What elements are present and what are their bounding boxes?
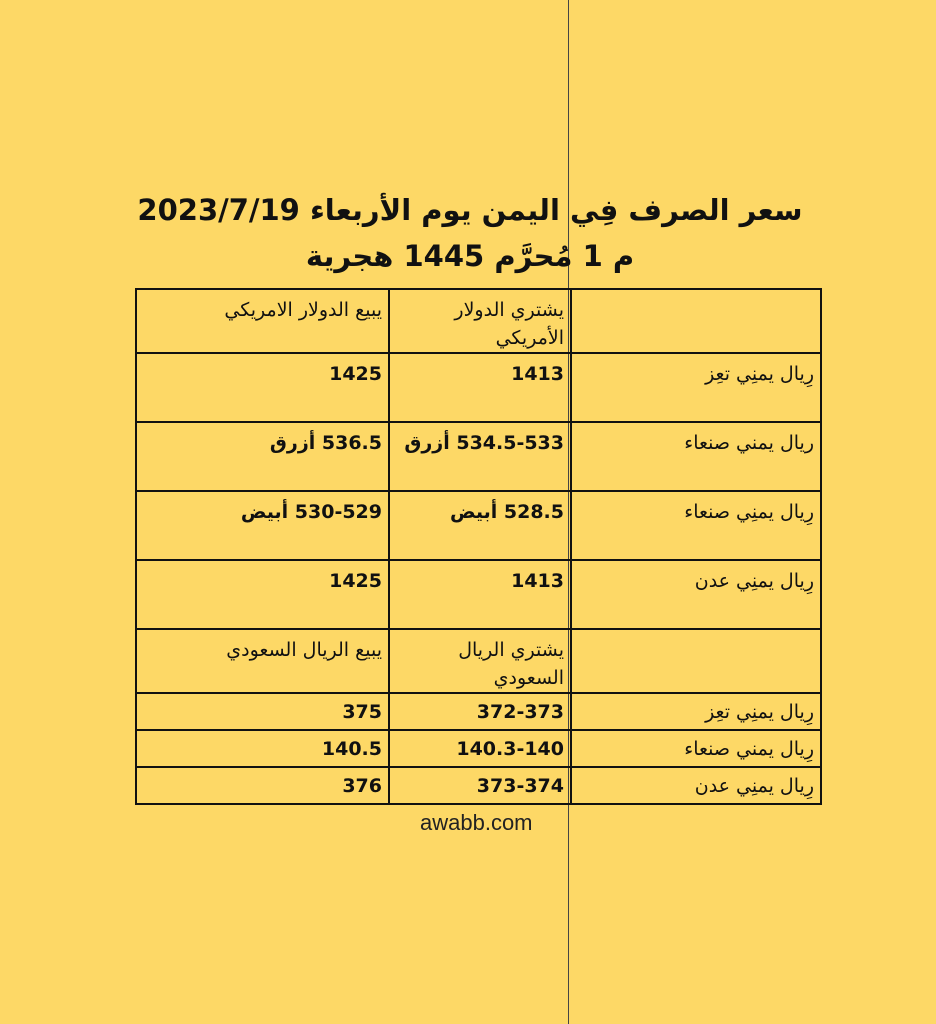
sell-cell: 140.5 (136, 730, 389, 767)
table-row (136, 491, 821, 560)
page-subtitle: م 1 مُحرَّم 1445 هجرية (305, 239, 635, 273)
buy-cell: 373-374 (389, 767, 571, 804)
table-row (136, 767, 821, 804)
region-cell: رِيال يمنِي تعِز (571, 693, 821, 730)
sar-header-sell: يبيع الريال السعودي (136, 629, 389, 693)
table-row (136, 693, 821, 730)
sell-cell: 530-529 أبيض (136, 491, 389, 560)
sell-cell: 375 (136, 693, 389, 730)
usd-header-row (136, 289, 821, 353)
buy-cell: 1413 (389, 353, 571, 422)
sell-cell: 536.5 أزرق (136, 422, 389, 491)
page-title: سعر الصرف فِي اليمن يوم الأربعاء 2023/7/19 (137, 193, 803, 227)
source-watermark: awabb.com (420, 810, 533, 835)
usd-header-sell: يبيع الدولار الامريكي (136, 289, 389, 353)
region-cell: رِيال يمنِي عدن (571, 560, 821, 629)
region-cell: رِيال يمنِي عدن (571, 767, 821, 804)
region-cell: ريال يمني صنعاء (571, 422, 821, 491)
region-cell: رِيال يمنِي صنعاء (571, 491, 821, 560)
table-row (136, 560, 821, 629)
buy-cell: 528.5 أبيض (389, 491, 571, 560)
sar-header-row (136, 629, 821, 693)
sar-header-region (571, 629, 821, 693)
sell-cell: 376 (136, 767, 389, 804)
table-row (136, 353, 821, 422)
region-cell: رِيال يمني صنعاء (571, 730, 821, 767)
usd-header-region (571, 289, 821, 353)
region-cell: رِيال يمنِي تعِز (571, 353, 821, 422)
buy-cell: 372-373 (389, 693, 571, 730)
sell-cell: 1425 (136, 560, 389, 629)
table-row (136, 422, 821, 491)
buy-cell: 534.5-533 أزرق (389, 422, 571, 491)
sell-cell: 1425 (136, 353, 389, 422)
table-row (136, 730, 821, 767)
buy-cell: 1413 (389, 560, 571, 629)
exchange-rate-table (135, 288, 822, 805)
buy-cell: 140.3-140 (389, 730, 571, 767)
usd-header-buy: يشتري الدولار الأمريكي (389, 289, 571, 353)
sar-header-buy: يشتري الريال السعودي (389, 629, 571, 693)
